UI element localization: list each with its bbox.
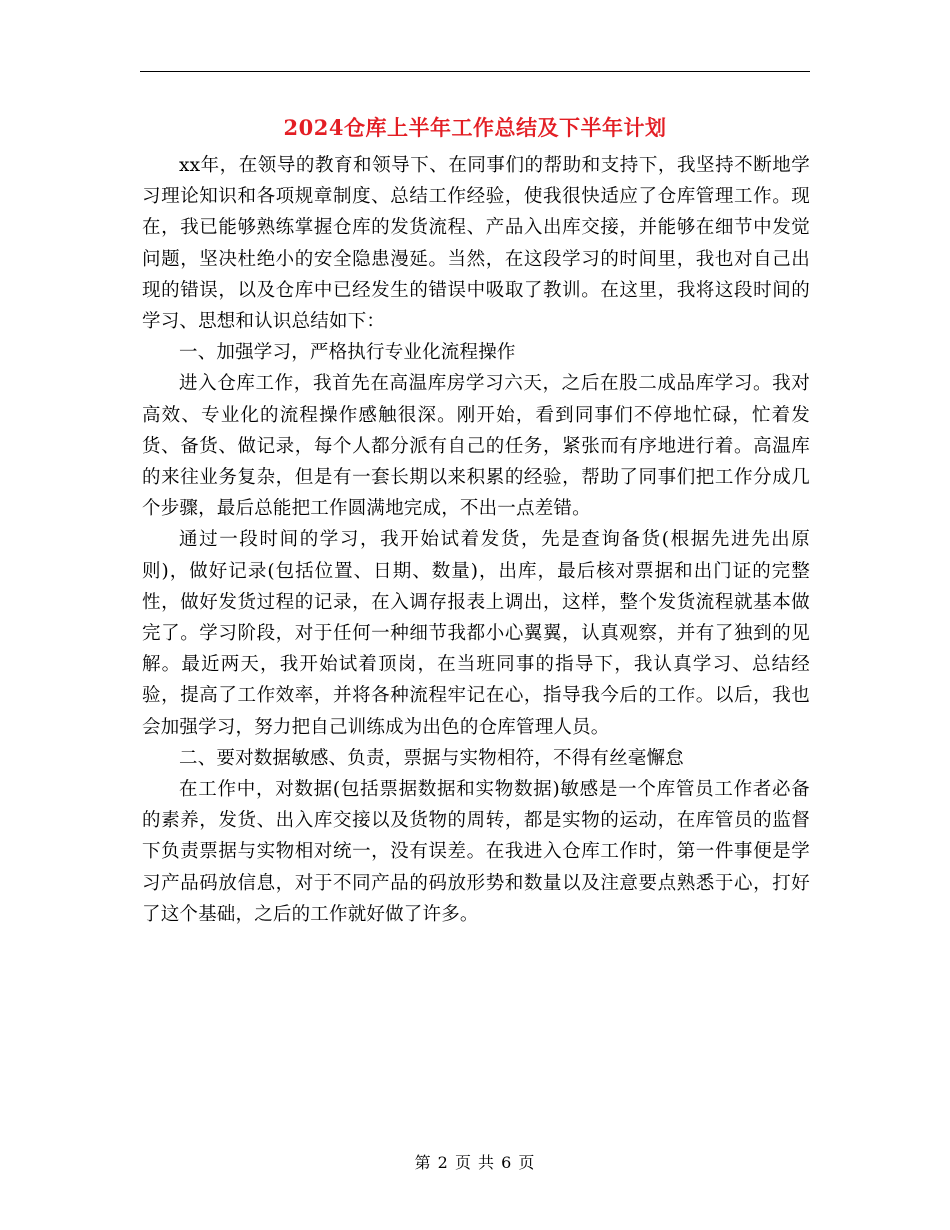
document-title: 2024仓库上半年工作总结及下半年计划 [283, 115, 667, 140]
document-body [142, 150, 810, 930]
header-rule [140, 71, 810, 72]
section-heading-2: 二、要对数据敏感、负责，票据与实物相符，不得有丝毫懈怠 [179, 747, 684, 769]
paragraph-section-2-a: 在工作中，对数据(包括票据数据和实物数据)敏感是一个库管员工作者必备的素养，发货、出入库交接以及货物的周转，都是实物的运动，在库管员的监督下负责票据与实物相对统一，没有误差。在我进入仓库工作时，第一件事便是学习产品码放信息，对于不同产品的码放形势和数量以及注意要点熟悉于心，打好了这个基础，之后的工作就好做了许多。 [142, 779, 810, 925]
section-heading-1: 一、加强学习，严格执行专业化流程操作 [179, 342, 516, 364]
paragraph-section-1-b: 通过一段时间的学习，我开始试着发货，先是查询备货(根据先进先出原则)，做好记录(包括位置、日期、数量)，出库，最后核对票据和出门证的完整性，做好发货过程的记录，在入调存报表上调出，这样，整个发货流程就基本做完了。学习阶段，对于任何一种细节我都小心翼翼，认真观察，并有了独到的见解。最近两天，我开始试着顶岗，在当班同事的指导下，我认真学习、总结经验，提高了工作效率，并将各种流程牢记在心，指导我今后的工作。以后，我也会加强学习，努力把自己训练成为出色的仓库管理人员。 [142, 529, 810, 738]
paragraph-section-1-a: 进入仓库工作，我首先在高温库房学习六天，之后在股二成品库学习。我对高效、专业化的流程操作感触很深。刚开始，看到同事们不停地忙碌，忙着发货、备货、做记录，每个人都分派有自己的任务，紧张而有序地进行着。高温库的来往业务复杂，但是有一套长期以来积累的经验，帮助了同事们把工作分成几个步骤，最后总能把工作圆满地完成，不出一点差错。 [142, 373, 810, 520]
page-footer: 第 2 页 共 6 页 [414, 1153, 536, 1172]
paragraph-intro: xx年，在领导的教育和领导下、在同事们的帮助和支持下，我坚持不断地学习理论知识和各项规章制度、总结工作经验，使我很快适应了仓库管理工作。现在，我已能够熟练掌握仓库的发货流程、产品入出库交接，并能够在细节中发觉问题，坚决杜绝小的安全隐患漫延。当然，在这段学习的时间里，我也对自己出现的错误，以及仓库中已经发生的错误中吸取了教训。在这里，我将这段时间的学习、思想和认识总结如下： [142, 155, 810, 333]
